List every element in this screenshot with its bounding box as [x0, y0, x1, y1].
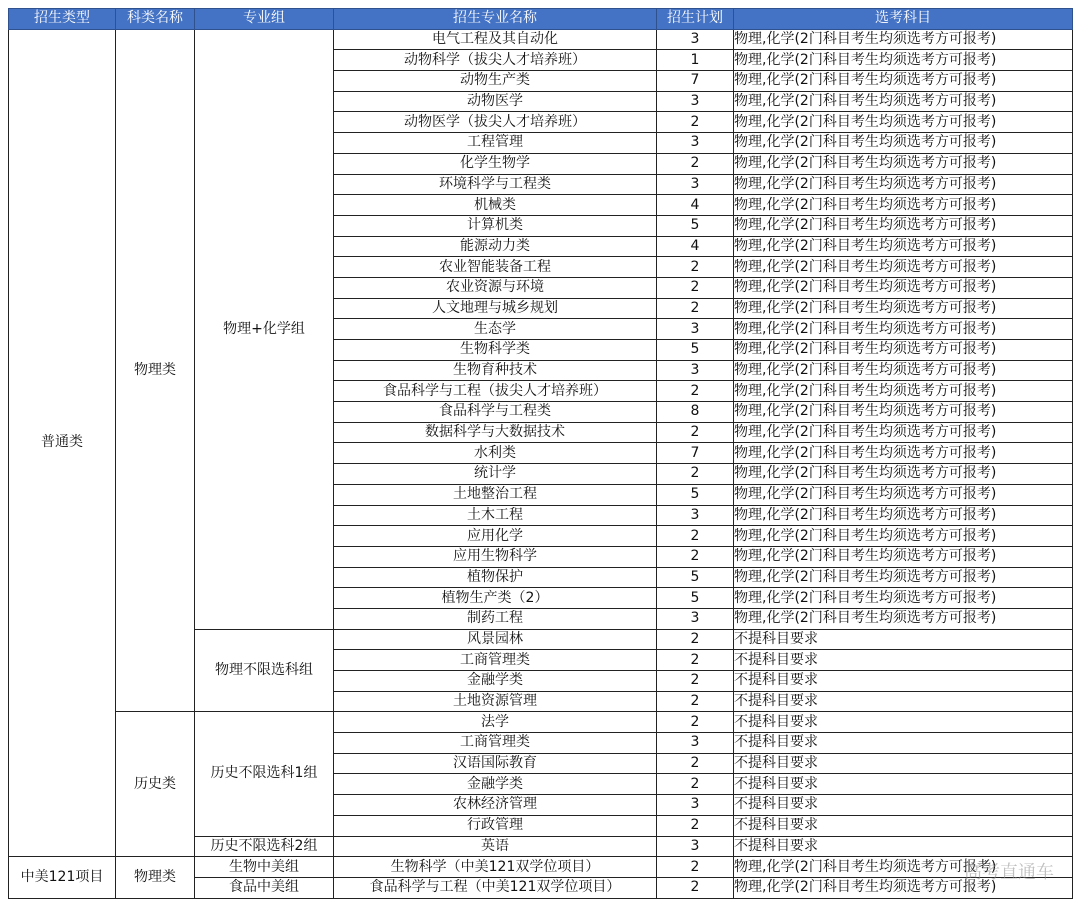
table-row — [9, 29, 1073, 50]
major-name-cell: 食品科学与工程（拔尖人才培养班） — [334, 381, 657, 402]
required-subjects-cell: 物理,化学(2门科目考生均须选考方可报考) — [734, 360, 1073, 381]
required-subjects-cell: 物理,化学(2门科目考生均须选考方可报考) — [734, 153, 1073, 174]
major-name-cell: 汉语国际教育 — [334, 753, 657, 774]
plan-count-cell: 2 — [657, 712, 734, 733]
major-name-cell: 生物科学类 — [334, 340, 657, 361]
plan-count-cell: 8 — [657, 402, 734, 423]
header-cell: 招生类型 — [9, 9, 116, 30]
major-name-cell: 法学 — [334, 712, 657, 733]
major-name-cell: 金融学类 — [334, 774, 657, 795]
required-subjects-cell: 物理,化学(2门科目考生均须选考方可报考) — [734, 29, 1073, 50]
plan-count-cell: 4 — [657, 195, 734, 216]
major-name-cell: 农业资源与环境 — [334, 277, 657, 298]
table-row — [9, 712, 1073, 733]
plan-count-cell: 2 — [657, 857, 734, 878]
plan-count-cell: 2 — [657, 464, 734, 485]
required-subjects-cell: 物理,化学(2门科目考生均须选考方可报考) — [734, 443, 1073, 464]
major-name-cell: 水利类 — [334, 443, 657, 464]
required-subjects-cell: 不提科目要求 — [734, 795, 1073, 816]
plan-count-cell: 3 — [657, 29, 734, 50]
header-cell: 选考科目 — [734, 9, 1073, 30]
major-name-cell: 植物保护 — [334, 567, 657, 588]
required-subjects-cell: 物理,化学(2门科目考生均须选考方可报考) — [734, 112, 1073, 133]
major-name-cell: 电气工程及其自动化 — [334, 29, 657, 50]
required-subjects-cell: 不提科目要求 — [734, 629, 1073, 650]
plan-count-cell: 1 — [657, 50, 734, 71]
required-subjects-cell: 物理,化学(2门科目考生均须选考方可报考) — [734, 422, 1073, 443]
plan-count-cell: 2 — [657, 422, 734, 443]
major-name-cell: 风景园林 — [334, 629, 657, 650]
plan-count-cell: 2 — [657, 753, 734, 774]
plan-count-cell: 2 — [657, 298, 734, 319]
plan-count-cell: 3 — [657, 795, 734, 816]
required-subjects-cell: 物理,化学(2门科目考生均须选考方可报考) — [734, 236, 1073, 257]
required-subjects-cell: 不提科目要求 — [734, 774, 1073, 795]
required-subjects-cell: 物理,化学(2门科目考生均须选考方可报考) — [734, 608, 1073, 629]
major-group-cell: 历史不限选科2组 — [195, 836, 334, 857]
required-subjects-cell: 物理,化学(2门科目考生均须选考方可报考) — [734, 133, 1073, 154]
plan-count-cell: 7 — [657, 443, 734, 464]
watermark-text: 高考直通车 — [964, 862, 1054, 883]
plan-count-cell: 2 — [657, 526, 734, 547]
plan-count-cell: 2 — [657, 112, 734, 133]
header-row — [9, 9, 1073, 30]
plan-count-cell: 3 — [657, 319, 734, 340]
required-subjects-cell: 物理,化学(2门科目考生均须选考方可报考) — [734, 546, 1073, 567]
required-subjects-cell: 物理,化学(2门科目考生均须选考方可报考) — [734, 91, 1073, 112]
major-name-cell: 能源动力类 — [334, 236, 657, 257]
major-group-cell: 生物中美组 — [195, 857, 334, 878]
plan-count-cell: 2 — [657, 546, 734, 567]
plan-count-cell: 5 — [657, 484, 734, 505]
header-cell: 科类名称 — [116, 9, 195, 30]
plan-count-cell: 5 — [657, 215, 734, 236]
major-name-cell: 动物医学（拔尖人才培养班） — [334, 112, 657, 133]
required-subjects-cell: 不提科目要求 — [734, 836, 1073, 857]
major-name-cell: 统计学 — [334, 464, 657, 485]
plan-count-cell: 2 — [657, 381, 734, 402]
major-name-cell: 工商管理类 — [334, 650, 657, 671]
required-subjects-cell: 物理,化学(2门科目考生均须选考方可报考) — [734, 215, 1073, 236]
major-name-cell: 计算机类 — [334, 215, 657, 236]
required-subjects-cell: 不提科目要求 — [734, 712, 1073, 733]
major-name-cell: 植物生产类（2） — [334, 588, 657, 609]
plan-count-cell: 2 — [657, 257, 734, 278]
major-name-cell: 食品科学与工程类 — [334, 402, 657, 423]
plan-count-cell: 3 — [657, 836, 734, 857]
required-subjects-cell: 物理,化学(2门科目考生均须选考方可报考) — [734, 319, 1073, 340]
major-name-cell: 农林经济管理 — [334, 795, 657, 816]
major-name-cell: 应用生物科学 — [334, 546, 657, 567]
required-subjects-cell: 物理,化学(2门科目考生均须选考方可报考) — [734, 257, 1073, 278]
major-name-cell: 动物医学 — [334, 91, 657, 112]
required-subjects-cell: 物理,化学(2门科目考生均须选考方可报考) — [734, 857, 1073, 878]
required-subjects-cell: 不提科目要求 — [734, 753, 1073, 774]
major-name-cell: 土木工程 — [334, 505, 657, 526]
major-group-cell: 物理+化学组 — [195, 29, 334, 629]
major-name-cell: 生物育种技术 — [334, 360, 657, 381]
required-subjects-cell: 物理,化学(2门科目考生均须选考方可报考) — [734, 567, 1073, 588]
plan-count-cell: 7 — [657, 71, 734, 92]
plan-count-cell: 2 — [657, 277, 734, 298]
plan-count-cell: 5 — [657, 588, 734, 609]
required-subjects-cell: 不提科目要求 — [734, 691, 1073, 712]
plan-count-cell: 2 — [657, 691, 734, 712]
required-subjects-cell: 不提科目要求 — [734, 671, 1073, 692]
required-subjects-cell: 物理,化学(2门科目考生均须选考方可报考) — [734, 50, 1073, 71]
plan-count-cell: 3 — [657, 174, 734, 195]
header-cell: 招生计划 — [657, 9, 734, 30]
required-subjects-cell: 物理,化学(2门科目考生均须选考方可报考) — [734, 877, 1073, 898]
subject-category-cell: 物理类 — [116, 857, 195, 898]
admission-plan-table — [8, 8, 1073, 899]
plan-count-cell: 2 — [657, 671, 734, 692]
major-name-cell: 工商管理类 — [334, 733, 657, 754]
required-subjects-cell: 物理,化学(2门科目考生均须选考方可报考) — [734, 402, 1073, 423]
required-subjects-cell: 物理,化学(2门科目考生均须选考方可报考) — [734, 298, 1073, 319]
required-subjects-cell: 物理,化学(2门科目考生均须选考方可报考) — [734, 174, 1073, 195]
plan-count-cell: 3 — [657, 608, 734, 629]
plan-count-cell: 3 — [657, 133, 734, 154]
major-group-cell: 食品中美组 — [195, 877, 334, 898]
major-name-cell: 环境科学与工程类 — [334, 174, 657, 195]
plan-count-cell: 2 — [657, 153, 734, 174]
required-subjects-cell: 物理,化学(2门科目考生均须选考方可报考) — [734, 195, 1073, 216]
plan-count-cell: 2 — [657, 629, 734, 650]
required-subjects-cell: 物理,化学(2门科目考生均须选考方可报考) — [734, 381, 1073, 402]
major-name-cell: 生态学 — [334, 319, 657, 340]
plan-count-cell: 2 — [657, 877, 734, 898]
major-name-cell: 动物生产类 — [334, 71, 657, 92]
major-group-cell: 物理不限选科组 — [195, 629, 334, 712]
plan-count-cell: 3 — [657, 360, 734, 381]
required-subjects-cell: 物理,化学(2门科目考生均须选考方可报考) — [734, 505, 1073, 526]
major-name-cell: 土地整治工程 — [334, 484, 657, 505]
major-name-cell: 机械类 — [334, 195, 657, 216]
required-subjects-cell: 不提科目要求 — [734, 650, 1073, 671]
table-row — [9, 857, 1073, 878]
plan-count-cell: 2 — [657, 815, 734, 836]
plan-count-cell: 2 — [657, 650, 734, 671]
subject-category-cell: 历史类 — [116, 712, 195, 857]
plan-count-cell: 5 — [657, 567, 734, 588]
major-name-cell: 应用化学 — [334, 526, 657, 547]
plan-count-cell: 3 — [657, 91, 734, 112]
subject-category-cell: 物理类 — [116, 29, 195, 712]
required-subjects-cell: 物理,化学(2门科目考生均须选考方可报考) — [734, 526, 1073, 547]
major-name-cell: 食品科学与工程（中美121双学位项目） — [334, 877, 657, 898]
header-cell: 招生专业名称 — [334, 9, 657, 30]
major-name-cell: 制药工程 — [334, 608, 657, 629]
major-name-cell: 金融学类 — [334, 671, 657, 692]
major-name-cell: 人文地理与城乡规划 — [334, 298, 657, 319]
major-group-cell: 历史不限选科1组 — [195, 712, 334, 836]
header-cell: 专业组 — [195, 9, 334, 30]
required-subjects-cell: 物理,化学(2门科目考生均须选考方可报考) — [734, 71, 1073, 92]
required-subjects-cell: 不提科目要求 — [734, 733, 1073, 754]
major-name-cell: 生物科学（中美121双学位项目） — [334, 857, 657, 878]
admission-type-cell: 中美121项目 — [9, 857, 116, 898]
required-subjects-cell: 物理,化学(2门科目考生均须选考方可报考) — [734, 588, 1073, 609]
required-subjects-cell: 物理,化学(2门科目考生均须选考方可报考) — [734, 484, 1073, 505]
required-subjects-cell: 不提科目要求 — [734, 815, 1073, 836]
required-subjects-cell: 物理,化学(2门科目考生均须选考方可报考) — [734, 464, 1073, 485]
major-name-cell: 数据科学与大数据技术 — [334, 422, 657, 443]
plan-count-cell: 2 — [657, 774, 734, 795]
major-name-cell: 英语 — [334, 836, 657, 857]
major-name-cell: 行政管理 — [334, 815, 657, 836]
plan-count-cell: 5 — [657, 340, 734, 361]
required-subjects-cell: 物理,化学(2门科目考生均须选考方可报考) — [734, 340, 1073, 361]
table-body — [9, 29, 1073, 898]
major-name-cell: 化学生物学 — [334, 153, 657, 174]
required-subjects-cell: 物理,化学(2门科目考生均须选考方可报考) — [734, 277, 1073, 298]
admission-type-cell: 普通类 — [9, 29, 116, 857]
plan-count-cell: 4 — [657, 236, 734, 257]
major-name-cell: 动物科学（拔尖人才培养班） — [334, 50, 657, 71]
major-name-cell: 工程管理 — [334, 133, 657, 154]
plan-count-cell: 3 — [657, 505, 734, 526]
major-name-cell: 土地资源管理 — [334, 691, 657, 712]
major-name-cell: 农业智能装备工程 — [334, 257, 657, 278]
plan-count-cell: 3 — [657, 733, 734, 754]
